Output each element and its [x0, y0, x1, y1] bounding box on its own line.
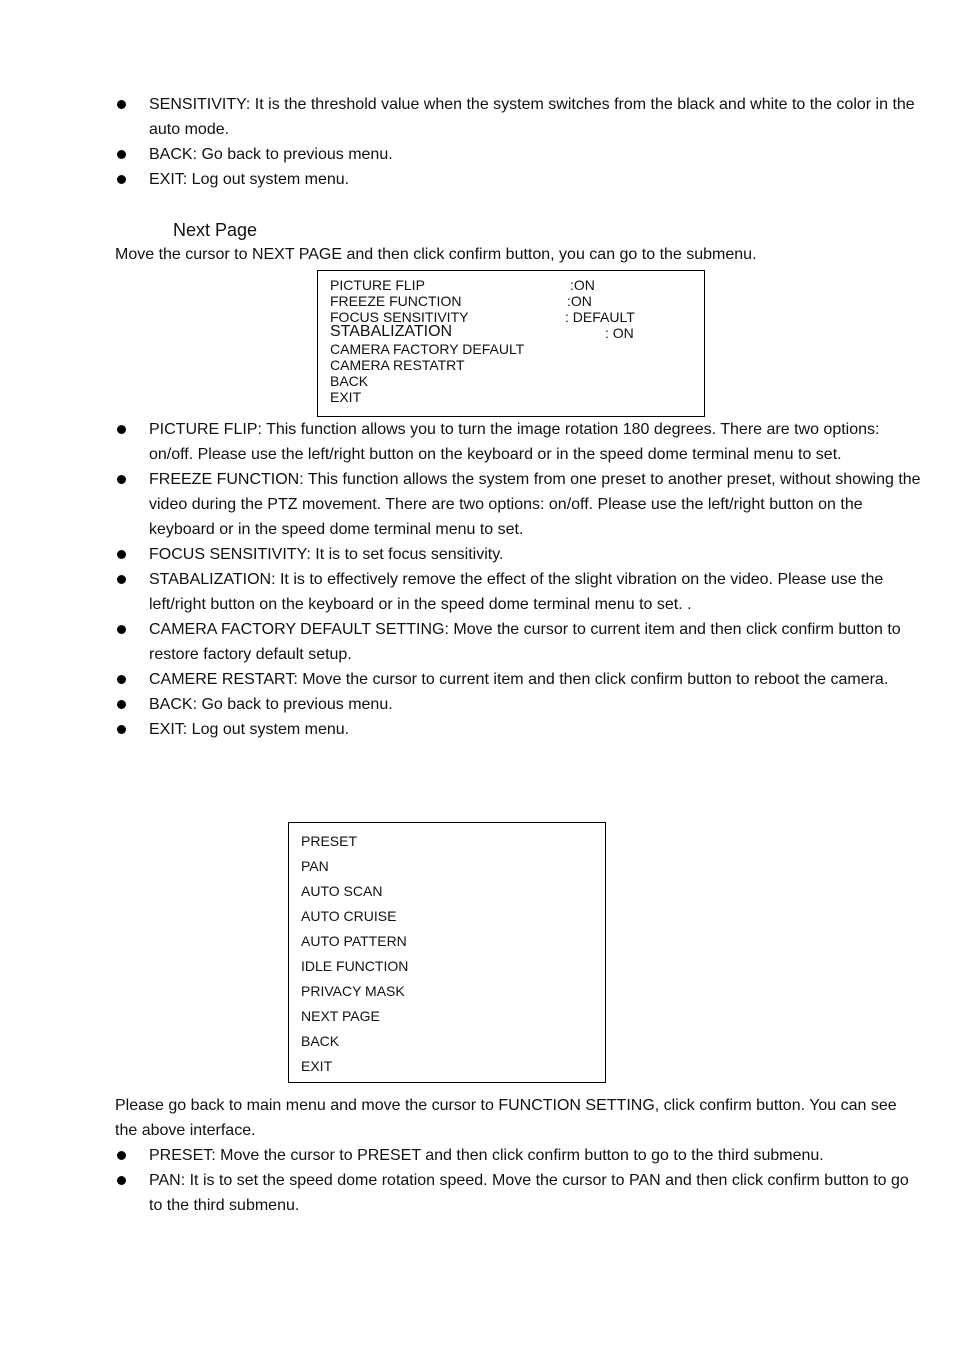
list-item: PAN: It is to set the speed dome rotation speed. Move the cursor to PAN and then click confirm button to go to the third submenu. [115, 1168, 921, 1218]
menu-item-back: BACK [330, 373, 369, 389]
menu-item-auto-cruise: AUTO CRUISE [301, 908, 397, 924]
function-setting-menu-box [288, 822, 606, 1083]
bullet-icon [117, 550, 126, 559]
bullet-icon [117, 150, 126, 159]
menu-item-next-page: NEXT PAGE [301, 1008, 380, 1024]
menu-item-pan: PAN [301, 858, 329, 874]
list-item: FREEZE FUNCTION: This function allows the system from one preset to another preset, without showing the video during the PTZ movement. There are two options: on/off. Please use the left/right button on the keyboard or in the speed dome terminal menu to set. [115, 467, 921, 542]
menu-item-freeze-function: FREEZE FUNCTION [330, 293, 462, 309]
list-item: EXIT: Log out system menu. [115, 167, 921, 192]
menu-item-exit: EXIT [301, 1058, 333, 1074]
sensitivity-bullet-list [115, 92, 921, 192]
bullet-icon [117, 1176, 126, 1185]
bullet-icon [117, 425, 126, 434]
menu-item-camera-factory-default: CAMERA FACTORY DEFAULT [330, 341, 525, 357]
function-setting-intro: Please go back to main menu and move the cursor to FUNCTION SETTING, click confirm button. You can see the above interface. [115, 1097, 897, 1139]
bullet-icon [117, 100, 126, 109]
bullet-icon [117, 575, 126, 584]
list-item: SENSITIVITY: It is the threshold value when the system switches from the black and white to the color in the auto mode. [115, 92, 921, 142]
list-item: EXIT: Log out system menu. [115, 717, 921, 742]
next-page-bullet-list [115, 417, 921, 742]
menu-item-picture-flip: PICTURE FLIP [330, 277, 425, 293]
menu-item-camera-restart: CAMERA RESTATRT [330, 357, 465, 373]
menu-item-exit: EXIT [330, 389, 362, 405]
list-item: FOCUS SENSITIVITY: It is to set focus sensitivity. [115, 542, 921, 567]
menu-item-auto-pattern: AUTO PATTERN [301, 933, 407, 949]
bullet-icon [117, 175, 126, 184]
function-setting-bullet-list [115, 1143, 921, 1218]
bullet-icon [117, 700, 126, 709]
menu-value-stabalization: : ON [605, 325, 634, 341]
menu-value-picture-flip: :ON [570, 277, 595, 293]
menu-item-stabalization: STABALIZATION [330, 323, 453, 340]
menu-item-auto-scan: AUTO SCAN [301, 883, 383, 899]
list-item: STABALIZATION: It is to effectively remove the effect of the slight vibration on the video. Please use the left/right button on the keyboard or in the speed dome terminal menu to set. . [115, 567, 921, 617]
list-item: CAMERE RESTART: Move the cursor to current item and then click confirm button to reboot the camera. [115, 667, 921, 692]
list-item: CAMERA FACTORY DEFAULT SETTING: Move the cursor to current item and then click confirm button to restore factory default setup. [115, 617, 921, 667]
bullet-icon [117, 675, 126, 684]
list-item: PRESET: Move the cursor to PRESET and then click confirm button to go to the third submenu. [115, 1143, 921, 1168]
section-heading: Next Page [173, 220, 258, 240]
bullet-icon [117, 725, 126, 734]
list-item: BACK: Go back to previous menu. [115, 142, 921, 167]
bullet-icon [117, 625, 126, 634]
bullet-icon [117, 1151, 126, 1160]
menu-item-privacy-mask: PRIVACY MASK [301, 983, 405, 999]
menu-item-idle-function: IDLE FUNCTION [301, 958, 409, 974]
menu-item-back: BACK [301, 1033, 340, 1049]
list-item: BACK: Go back to previous menu. [115, 692, 921, 717]
next-page-intro: Move the cursor to NEXT PAGE and then click confirm button, you can go to the submenu. [115, 246, 757, 263]
menu-value-focus-sensitivity: : DEFAULT [565, 309, 635, 325]
next-page-menu-box [317, 270, 705, 417]
menu-item-focus-sensitivity: FOCUS SENSITIVITY [330, 309, 469, 325]
list-item: PICTURE FLIP: This function allows you to turn the image rotation 180 degrees. There are two options: on/off. Please use the left/right button on the keyboard or in the speed dome terminal menu to set. [115, 417, 921, 467]
menu-value-freeze-function: :ON [567, 293, 592, 309]
menu-item-preset: PRESET [301, 833, 358, 849]
bullet-icon [117, 475, 126, 484]
